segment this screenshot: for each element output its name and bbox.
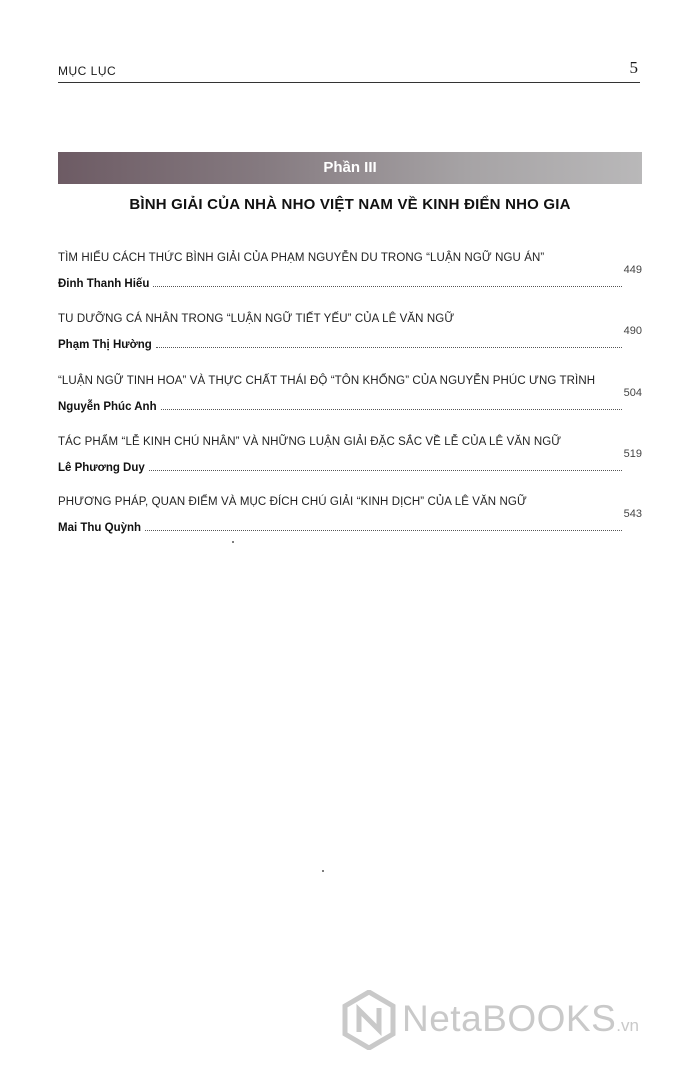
dot-leader: [161, 408, 622, 410]
toc-entry-line: [58, 508, 642, 534]
toc-entry[interactable]: [58, 496, 642, 546]
toc-entry-line: [58, 387, 642, 413]
netabooks-logo-icon: [342, 990, 396, 1050]
toc-entry-author: Đinh Thanh Hiếu: [58, 278, 150, 290]
part-title: BÌNH GIẢI CỦA NHÀ NHO VIỆT NAM VỀ KINH ĐIỂN NHO GIA: [129, 196, 571, 213]
toc-entry-author: Mai Thu Quỳnh: [58, 522, 142, 534]
scan-speck: [322, 870, 324, 872]
watermark-brand: NetaBOOKS: [402, 998, 617, 1039]
watermark-logo: [342, 990, 682, 1050]
dot-leader: [145, 529, 622, 531]
toc-entry-line: [58, 264, 642, 290]
dot-leader: [153, 285, 621, 287]
part-banner: [58, 152, 642, 184]
toc-entry-page: 504: [623, 387, 642, 399]
toc-entry[interactable]: [58, 375, 642, 425]
watermark-wordmark: [402, 998, 639, 1040]
toc-entry-title: TU DƯỠNG CÁ NHÂN TRONG “LUẬN NGỮ TIẾT YẾU” CỦA LÊ VĂN NGỮ: [58, 313, 455, 325]
toc-entry-title: TÌM HIỂU CÁCH THỨC BÌNH GIẢI CỦA PHẠM NGUYỄN DU TRONG “LUẬN NGỮ NGU ÁN”: [58, 252, 545, 264]
toc-entry[interactable]: [58, 436, 642, 486]
page-number: 5: [629, 58, 638, 77]
toc-entry[interactable]: [58, 252, 642, 302]
toc-entry-author: Lê Phương Duy: [58, 462, 145, 474]
toc-entry-title: “LUẬN NGỮ TINH HOA” VÀ THỰC CHẤT THÁI ĐỘ “TÔN KHỔNG” CỦA NGUYỄN PHÚC ƯNG TRÌNH: [58, 375, 596, 387]
toc-entry-author: Phạm Thị Hường: [58, 339, 152, 351]
toc-entry-author: Nguyễn Phúc Anh: [58, 401, 157, 413]
toc-entry-page: 449: [623, 264, 642, 276]
dot-leader: [156, 346, 622, 348]
part-label: Phần III: [323, 159, 377, 176]
toc-entry-line: [58, 325, 642, 351]
toc-entry-line: [58, 448, 642, 474]
toc-entry-title: PHƯƠNG PHÁP, QUAN ĐIỂM VÀ MỤC ĐÍCH CHÚ GIẢI “KINH DỊCH” CỦA LÊ VĂN NGỮ: [58, 496, 527, 508]
toc-entry-title: TÁC PHẨM “LỄ KINH CHÚ NHÂN” VÀ NHỮNG LUẬN GIẢI ĐẶC SẮC VỀ LỄ CỦA LÊ VĂN NGỮ: [58, 436, 562, 448]
toc-entry-page: 490: [623, 325, 642, 337]
toc-entry-page: 519: [623, 448, 642, 460]
running-head: [58, 58, 640, 83]
toc-entry-page: 543: [623, 508, 642, 520]
dot-leader: [149, 469, 622, 471]
watermark-suffix: .vn: [616, 1016, 639, 1035]
running-head-title: MỤC LỤC: [58, 64, 117, 78]
toc-entry[interactable]: [58, 313, 642, 363]
scan-speck: [232, 541, 234, 543]
